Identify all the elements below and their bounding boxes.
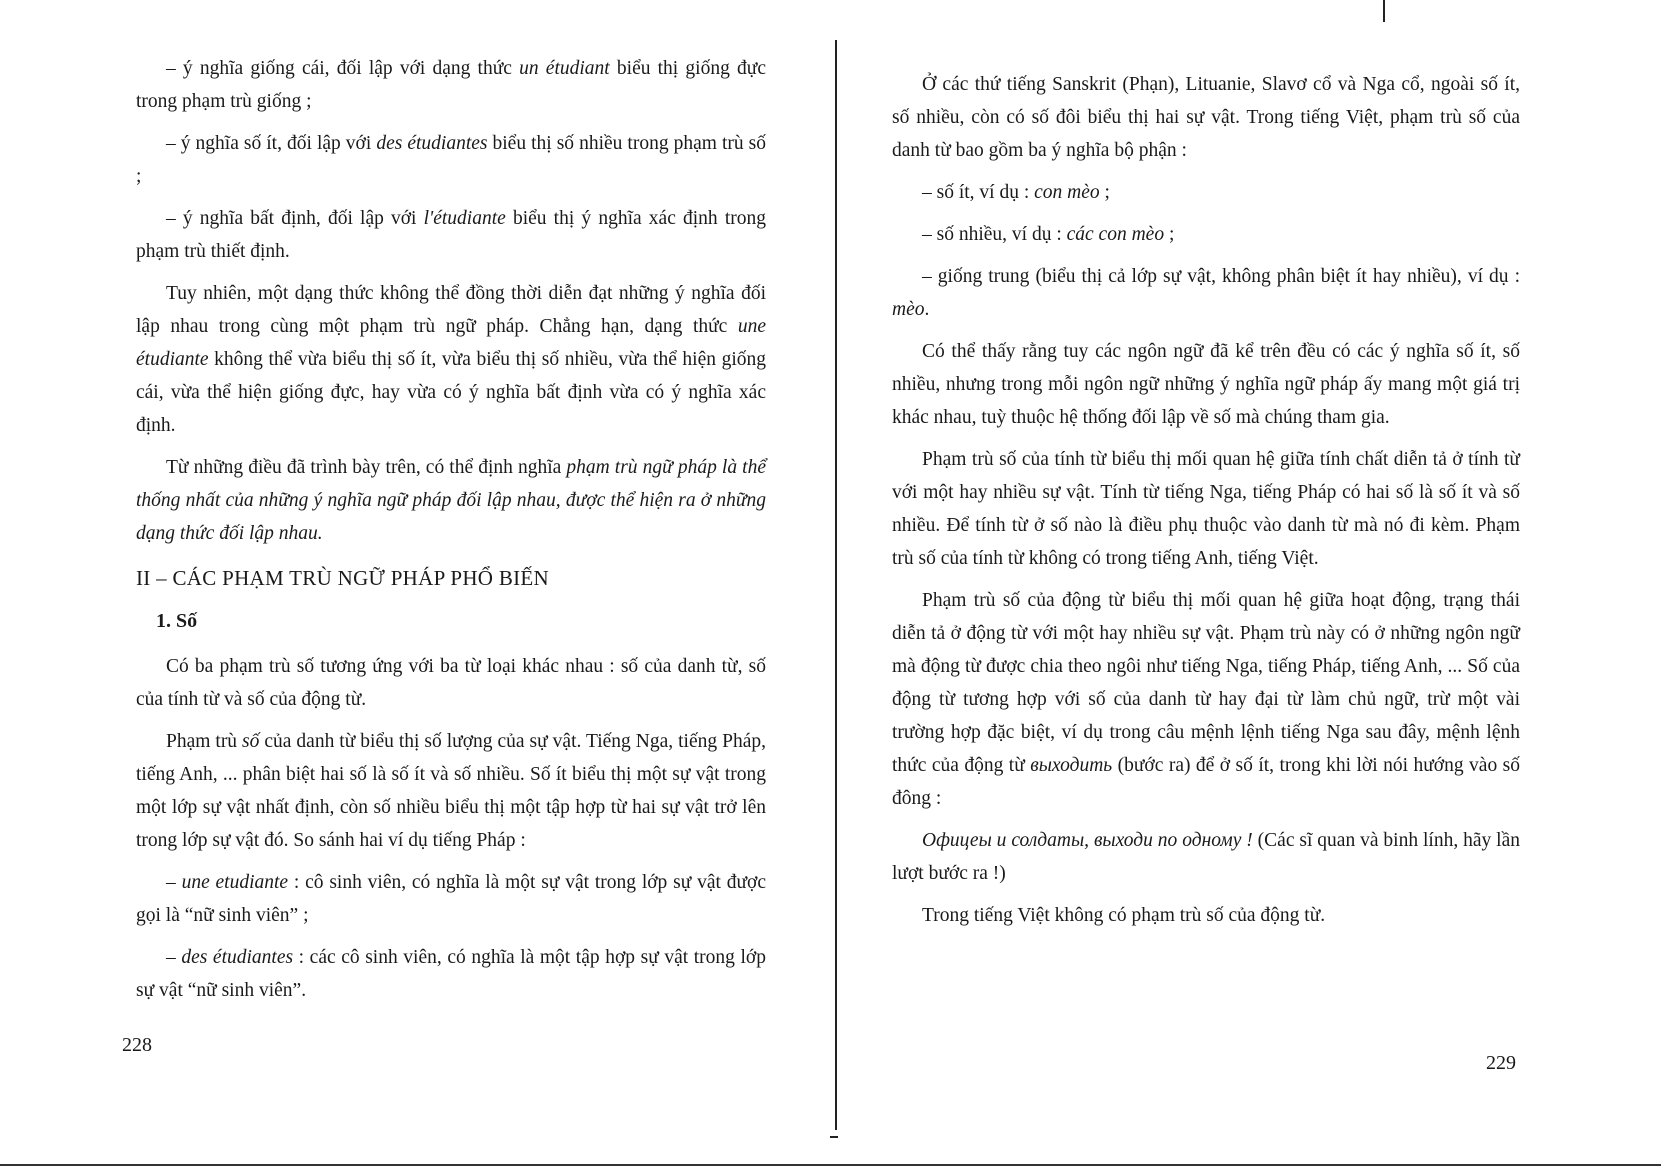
right-page-body	[892, 68, 1520, 932]
definition-paragraph: Từ những điều đã trình bày trên, có thể định nghĩa phạm trù ngữ pháp là thể thống nhất của những ý nghĩa ngữ pháp đối lập nhau, được thể hiện ra ở những dạng thức đối lập nhau.	[136, 457, 766, 544]
paragraph: Trong tiếng Việt không có phạm trù số của động từ.	[922, 905, 1326, 926]
paragraph: Phạm trù số của động từ biểu thị mối quan hệ giữa hoạt động, trạng thái diễn tả ở động từ với một hay nhiều sự vật. Phạm trù này có ở những ngôn ngữ mà động từ được chia theo ngôi như tiếng Nga, tiếng Pháp, tiếng Anh, ... Số của động từ tương hợp với số của danh từ hay đại từ làm chủ ngữ, trừ một vài trường hợp đặc biệt, ví dụ trong câu mệnh lệnh tiếng Nga sau đây, mệnh lệnh thức của động từ выходить (bước ra) để ở số ít, trong khi lời nói hướng vào số đông :	[892, 590, 1520, 809]
example-item: – des étudiantes : các cô sinh viên, có nghĩa là một tập hợp sự vật trong lớp sự vật “nữ sinh viên”.	[136, 947, 766, 1001]
paragraph: Tuy nhiên, một dạng thức không thể đồng thời diễn đạt những ý nghĩa đối lập nhau trong cùng một phạm trù ngữ pháp. Chẳng hạn, dạng thức une étudiante không thể vừa biểu thị số ít, vừa biểu thị số nhiều, vừa thể hiện giống cái, vừa thể hiện giống đực, hay vừa có ý nghĩa bất định vừa có ý nghĩa xác định.	[136, 283, 766, 436]
book-gutter	[835, 40, 837, 1130]
page-number: 229	[1486, 1052, 1516, 1074]
example-item: – giống trung (biểu thị cả lớp sự vật, không phân biệt ít hay nhiều), ví dụ : mèo.	[892, 266, 1520, 320]
paragraph: Phạm trù số của tính từ biểu thị mối quan hệ giữa tính chất diễn tả ở tính từ với một hay nhiều sự vật. Tính từ tiếng Nga, tiếng Pháp có hai số là số ít và số nhiều. Để tính từ ở số nào là điều phụ thuộc vào danh từ mà nó đi kèm. Phạm trù số của tính từ không có trong tiếng Anh, tiếng Việt.	[892, 449, 1520, 569]
example-item: – số ít, ví dụ : con mèo ;	[922, 182, 1110, 203]
paragraph: – ý nghĩa bất định, đối lập với l'étudiante biểu thị ý nghĩa xác định trong phạm trù thiết định.	[136, 208, 766, 262]
page-number: 228	[122, 1034, 152, 1056]
left-page	[0, 0, 830, 1169]
russian-example: Офицеы и солдаты, выходи по одному ! (Các sĩ quan và binh lính, hãy lần lượt bước ra !)	[892, 830, 1520, 884]
section-heading: II – CÁC PHẠM TRÙ NGỮ PHÁP PHỔ BIẾN	[136, 566, 550, 590]
example-item: – une etudiante : cô sinh viên, có nghĩa là một sự vật trong lớp sự vật được gọi là “nữ sinh viên” ;	[136, 872, 766, 926]
paragraph: Phạm trù số của danh từ biểu thị số lượng của sự vật. Tiếng Nga, tiếng Pháp, tiếng Anh, ... phân biệt hai số là số ít và số nhiều. Số ít biểu thị một sự vật trong một lớp sự vật nhất định, còn số nhiều biểu thị một tập hợp từ hai sự vật trở lên trong lớp sự vật đó. So sánh hai ví dụ tiếng Pháp :	[136, 731, 766, 851]
example-item: – số nhiều, ví dụ : các con mèo ;	[922, 224, 1175, 245]
paragraph: – ý nghĩa giống cái, đối lập với dạng thức un étudiant biểu thị giống đực trong phạm trù giống ;	[136, 58, 766, 112]
gutter-mark	[830, 1122, 838, 1138]
paragraph: – ý nghĩa số ít, đối lập với des étudiantes biểu thị số nhiều trong phạm trù số ;	[136, 133, 766, 187]
subsection-heading: 1. Số	[156, 610, 198, 632]
scan-edge-rule	[0, 1164, 1661, 1166]
left-page-body	[136, 52, 766, 1007]
paragraph: Ở các thứ tiếng Sanskrit (Phạn), Lituanie, Slavơ cổ và Nga cổ, ngoài số ít, số nhiều, còn có số đôi biểu thị hai sự vật. Trong tiếng Việt, phạm trù số của danh từ bao gồm ba ý nghĩa bộ phận :	[892, 74, 1520, 161]
paragraph: Có ba phạm trù số tương ứng với ba từ loại khác nhau : số của danh từ, số của tính từ và số của động từ.	[136, 656, 766, 710]
paragraph: Có thể thấy rằng tuy các ngôn ngữ đã kể trên đều có các ý nghĩa số ít, số nhiều, nhưng trong mỗi ngôn ngữ những ý nghĩa ngữ pháp ấy mang một giá trị khác nhau, tuỳ thuộc hệ thống đối lập về số mà chúng tham gia.	[892, 341, 1520, 428]
right-page	[838, 0, 1661, 1169]
